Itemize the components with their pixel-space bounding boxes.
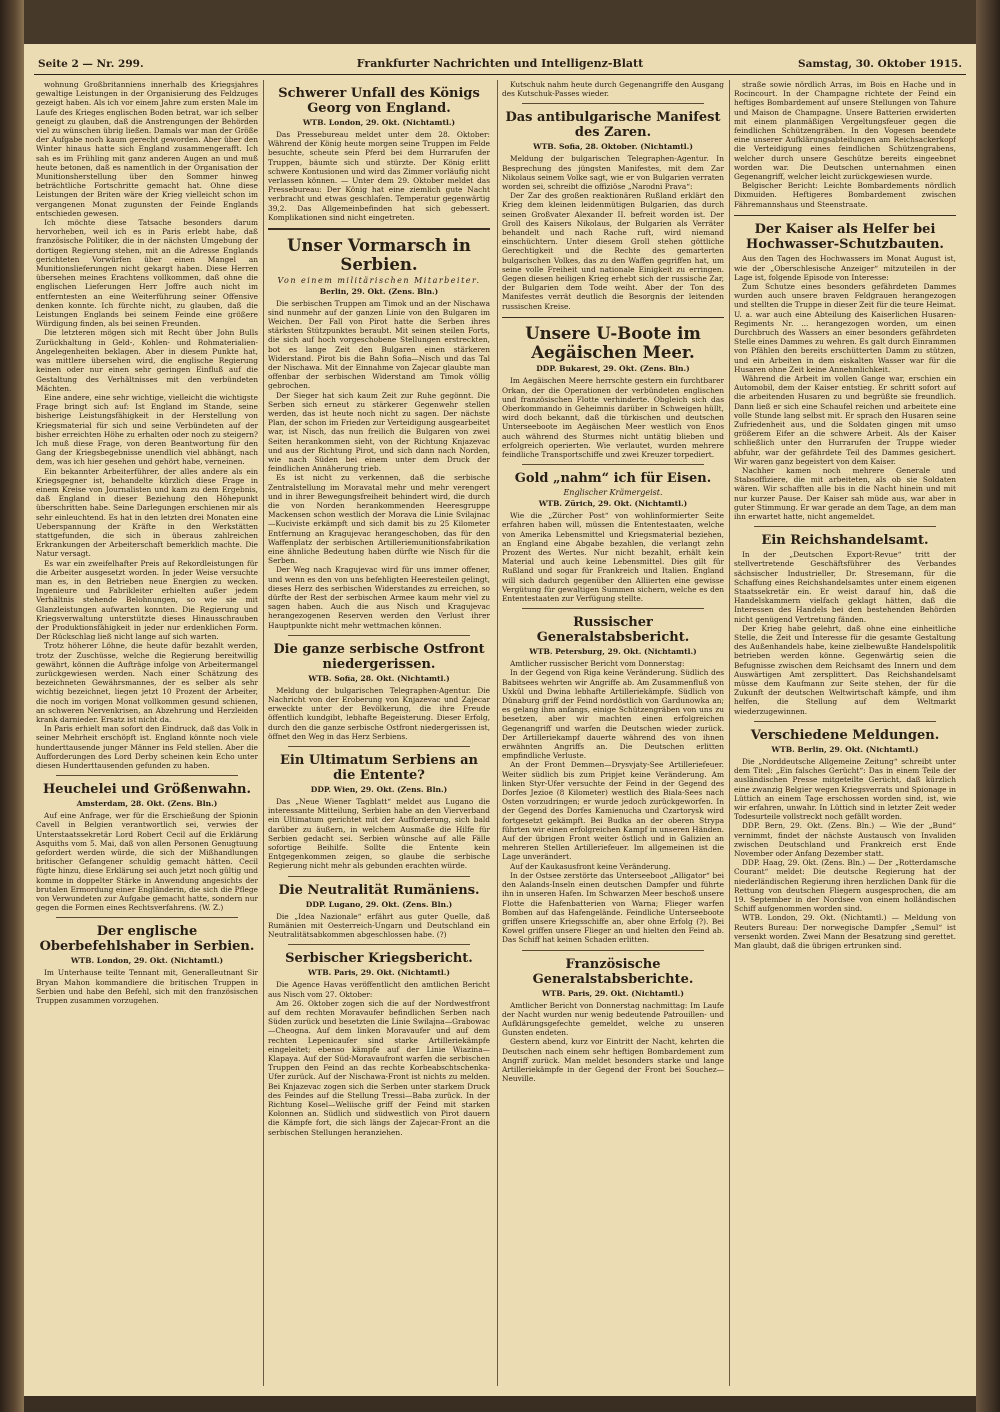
paragraph: Der Weg nach Kragujevac wird für uns immer offener, und wenn es den von uns befehligten Heeresteilen gelingt, dieses Herz des serbischen Widerstandes zu erreichen, so dürfte der Rest der serbischen Armee kaum mehr viel zu sagen haben. Auch die aus Nisch und Kragujevac herangezogenen Reserven werden den Verlust ihrer Hauptpunkte nicht mehr wettmachen können. — [268, 565, 490, 630]
article-separator — [56, 917, 238, 918]
article-separator — [754, 526, 936, 527]
article-headline: Schwerer Unfall des Königs Georg von England. — [278, 86, 480, 116]
article-separator — [288, 876, 470, 877]
article-headline: Ein Ultimatum Serbiens an die Entente? — [280, 753, 478, 784]
article-headline: Unser Vormarsch in Serbien. — [287, 235, 471, 274]
paragraph: In der Ostsee zerstörte das Unterseeboot „Alligator“ bei den Aalands-Inseln einen deutschen Dampfer und führte ihn in unseren Hafen. Im Schwarzen Meer beschoß unsere Flotte die Hafenbatterien von Warna; Flieger warfen Bomben auf das Hafengelände. Feindliche Unterseeboote griffen unsere Kriegsschiffe an, aber ohne Erfolg (?). Bei Kowel griffen unsere Flieger an und hielten den Feind ab. Das Schiff hat keinen Schaden erlitten. — [502, 870, 724, 945]
paragraph: Die „Idea Nazionale“ erfährt aus guter Quelle, daß Rumänien mit Oesterreich-Ungarn und Deutschland ein Neutralitätsabkommen abgeschlossen habe. (?) — [268, 911, 490, 940]
article-separator — [288, 746, 470, 747]
paragraph: Es ist nicht zu verkennen, daß die serbische Zentralstellung im Moravatal mehr und mehr verengert und in ihrer Bewegungsfreiheit behindert wird, die durch die von Norden herankommenden Heeresgruppe Mackensen schon westlich der Morava die Linie Svilajnac—Kuciviste erkämpft und sich damit bis zu 25 Kilometer Entfernung an Kragujevac herangeschoben, das für den Waffenplatz der serbischen Artilleriemunitionsfabrikation eine ähnliche Bedeutung haben dürfte wie Nisch für die Serben. — [268, 473, 490, 566]
column-4 — [734, 80, 956, 1386]
paragraph: Nachher kamen noch mehrere Generale und Stabsoffiziere, die mit arbeiteten, als ob sie Soldaten wären. Wir schafften alle bis in die Nacht hinein und mit nur kurzer Pause. Der Kaiser sah müde aus, war aber in guter Stimmung. Er war gerade an dem Tage, an dem man ihn erwartet hatte, nicht angemeldet. — [734, 466, 956, 522]
article-separator — [502, 317, 724, 319]
article-dateline: Berlin, 29. Okt. (Zens. Bln.) — [319, 286, 439, 296]
paragraph: An der Front Demmen—Drysvjaty-See Artilleriefeuer. Weiter südlich bis zum Pripjet keine Veränderung. Am linken Styr-Ufer versuchte der Feind in der Gegend des Dorfes Jezioe (8 Kilometer) westlich des Biala-Sees nach Osten vorzudringen; er wurde jedoch zurückgeworfen. In der Gegend des Dorfes Kamienucha und Czartorysk wird fortgesetzt gekämpft. Bei Budka an der oberen Strypa führten wir einen erfolgreichen Kampf in unseren Händen. Auf der übrigen Front weiter östlich und in Galizien an mehreren Stellen Artilleriefeuer. Im allgemeinen ist die Lage unverändert. — [502, 760, 724, 862]
paragraph: DDP. Haag, 29. Okt. (Zens. Bln.) — Der „Rotterdamsche Courant“ meldet: Die deutsche Regierung hat der niederländischen Regierung ihren herzlichen Dank für die Rettung von deutschen Fliegern ausgesprochen, die am 19. September in der Nordsee von einem holländischen Schiff aufgenommen worden sind. — [734, 858, 956, 914]
article-separator — [754, 721, 936, 722]
article-separator — [522, 464, 704, 465]
paragraph: In der „Deutschen Export-Revue“ tritt der stellvertretende Geschäftsführer des Verbandes sächsischer Industrieller, Dr. Stresemann, für die Schaffung eines Reichshandelsamtes unter einem eigenen Staatssekretär ein. Er weist darauf hin, daß die Handelskammern vielfach geklagt hätten, daß die Interessen des Handels bei den bestehenden Behörden nicht genügend Vertretung fänden. — [734, 550, 956, 624]
article-headline: Gold „nahm“ ich für Eisen. — [514, 471, 712, 487]
article-headline: Der englische Oberbefehlshaber in Serbien. — [39, 924, 255, 955]
article-separator — [734, 215, 956, 217]
column-3 — [502, 80, 724, 1386]
paragraph: Trotz höherer Löhne, die heute dafür bezahlt werden, trotz der Zuschüsse, welche die Regierung bereitwillig gewährt, können die Aufträge infolge von Arbeitermangel zurückgewiesen werden. Nach einer Schätzung des bezeichneten Gewährsmannes, der es selber als sehr wichtig bezeichnet, liegen jetzt 10 Prozent der Arbeiter, die noch im vorigen Monat vollkommen gesund schienen, an schweren Nervenkrisen, an Abzehrung und Herzleiden krank darnieder. Ersatz ist nicht da. — [36, 641, 258, 725]
article-separator — [288, 944, 470, 945]
article-separator — [522, 103, 704, 104]
paragraph: Die Agence Havas veröffentlicht den amtlichen Bericht aus Nisch vom 27. Oktober: — [268, 980, 490, 999]
paragraph: Ein bekannter Arbeiterführer, der alles andere als ein Kriegsgegner ist, behandelte kürzlich diese Frage in einem Kreise von Journalisten und kam zu dem Ergebnis, daß England in dieser Beziehung den Höhepunkt überschritten habe. Seine Darlegungen erschienen mir als sehr einleuchtend. Es hat in den letzten drei Monaten eine Ueberspannung der Kräfte in den Werkstätten stattgefunden, die sich in überaus zahlreichen Erkrankungen der Arbeiterschaft bemerklich machte. Die Natur versagt. — [36, 466, 258, 559]
paragraph: Auf der Kaukasusfront keine Veränderung. — [510, 861, 671, 871]
paragraph: Es war ein zweifelhafter Preis auf Rekordleistungen für die Arbeiter ausgesetzt worden. In jeder Weise versuchte man es, in den Betrieben neue Energien zu wecken. Ingenieure und Fabrikleiter erhielten außer jedem Verhältnis stehende Belohnungen, so wie sie mit Glanzleistungen aufwarten konnten. Die Regierung und Kriegsverwaltung unterstützte dieses Hinausschrauben der Produktionsfähigkeit in jeder nur erdenklichen Form. Der Rückschlag ließ nicht lange auf sich warten. — [36, 558, 258, 642]
article-dateline: WTB. Paris, 29. Okt. (Nichtamtl.) — [542, 988, 684, 998]
scan-top-border — [0, 0, 1000, 44]
article-dateline: WTB. London, 29. Okt. (Nichtamtl.) — [70, 956, 224, 966]
paragraph: Die „Norddeutsche Allgemeine Zeitung“ schreibt unter dem Titel: „Ein falsches Gerücht“: Das in einem Teile der ausländischen Presse mitgeteilte Gerücht, daß kürzlich eine zwanzig Belgier wegen Kriegsverrats und Spionage in Lüttich an einem Tage erschossen worden sind, ist, wie wir erfahren, unwahr. In Lüttich sind in letzter Zeit weder Todesurteile vollstreckt noch gefällt worden. — [734, 756, 956, 822]
article-headline: Unsere U-Boote im Aegäischen Meer. — [525, 324, 701, 363]
article-separator — [522, 950, 704, 951]
article-dateline: DDP. Wien, 29. Okt. (Zens. Bln.) — [310, 785, 448, 795]
paragraph: Amtlicher Bericht von Donnerstag nachmittag: Im Laufe der Nacht wurden nur wenig bedeutende Patrouillen- und Aufklärungsgefechte gemeldet, welche zu unseren Gunsten endeten. — [502, 1000, 724, 1038]
paragraph: Der Sieger hat sich kaum Zeit zur Ruhe gegönnt. Die Serben sich erneut zu stärkerer Gegenwehr stellen werden, das ist heute noch nicht zu sagen. Der nächste Plan, der schon im Frieden zur Verteidigung ausgearbeitet war, ist Nisch, das nun freilich die Bulgaren von zwei Seiten herankommen sieht, von der Richtung Knjazevac und aus der Richtung Pirot, und sich dann nach Norden, wie nach Süden bei einem unter dem Druck der feindlichen Annäherung trieb. — [268, 390, 490, 474]
paragraph: Ich möchte diese Tatsache besonders darum hervorheben, weil ich es in Paris erlebt habe, daß französische Politiker, die in der nächsten Umgebung der dortigen Regierung stehen, mit an die Adresse Englands gerichteten Vorwürfen über einen Mangel an Munitionslieferungen nicht gekargt haben. Diese Herren übersehen meines Erachtens vollkommen, daß ohne die englischen Lieferungen Herr Joffre auch nicht im entferntesten an eine Weiterführung seiner Offensive denken konnte. Ich fürchte nicht, zu glauben, daß die Leistungen Englands bei seinem Feinde eine größere Würdigung finden, als bei seinen Freunden. — [36, 218, 258, 329]
article-headline: Russischer Generalstabsbericht. — [536, 615, 690, 646]
article-dateline: WTB. Petersburg, 29. Okt. (Nichtamtl.) — [529, 647, 697, 657]
paragraph: Meldung der bulgarischen Telegraphen-Agentur. In Besprechung des jüngsten Manifestes, mit dem Zar Nikolaus seinem Volke sagt, wie er von Bulgarien verraten worden sei, schreibt die offiziöse „Narodni Prava“: — [502, 154, 724, 192]
paragraph: Meldung der bulgarischen Telegraphen-Agentur. Die Nachricht von der Eroberung von Knjazevac und Zajecar erweckte unter der Bevölkerung, die ihre Freude öffentlich kundgibt, lebhafte Begeisterung. Dieser Erfolg, durch den die ganze serbische Ostfront niedergerissen ist, öffnet den Weg in das Herz Serbiens. — [268, 685, 490, 741]
column-2 — [268, 80, 490, 1386]
paragraph: WTB. London, 29. Okt. (Nichtamtl.) — Meldung von Reuters Bureau: Der norwegische Dampfer „Semul“ ist versenkt worden. Zwei Mann der Besatzung sind gerettet. Man glaubt, daß die übrigen ertrunken sind. — [734, 913, 956, 950]
masthead: Frankfurter Nachrichten und Intelligenz-Blatt — [356, 57, 644, 70]
article-dateline: Amsterdam, 28. Okt. (Zens. Bln.) — [76, 799, 218, 809]
paragraph: Wie die „Zürcher Post“ von wohlinformierter Seite erfahren haben will, müssen die Ententestaaten, welche von Amerika Lebensmittel und Kriegsmaterial beziehen, an England eine Abgabe bezahlen, die verlangt zehn Prozent des Wertes. Nur nicht bezahlt, erhält kein Material und auch keine Lebensmittel. Dies gilt für Rußland und sogar für Frankreich und Italien. England will sich dadurch gegenüber den Alliierten eine gewisse Vergütung für gewaltigen Summen sichern, welche es den Ententestaaten zur Verfügung stellte. — [502, 511, 724, 604]
paragraph: Zum Schutze eines besonders gefährdeten Dammes wurden auch unsere braven Feldgrauen herangezogen und stellten die Truppe in dieser Zeit für die teure Heimat. U. a. war auch eine Abteilung des Kaiserlichen Husaren-Regiments Nr. ... herangezogen worden, um einen Durchbruch des Wassers an einer besonders gefährdeten Stelle eines Dammes zu wehren. Es galt durch Einrammen von Pfählen den bereits erschütterten Damm zu stützen, und ein Arbeiten in dem eiskalten Wasser war für die Husaren ohne Zeit keine Annehmlichkeit. — [734, 281, 956, 374]
column-rule — [263, 80, 264, 1386]
paragraph: In der Gegend von Riga keine Veränderung. Südlich des Babitsees wehrten wir Angriffe ab. Am Zusammenfluß von Uxkül und Dwina lebhafte Artilleriekämpfe. Südlich von Dünaburg griff der Feind nordöstlich von Gardunowka an; es gelang ihm anfangs, einige Schützengräben von uns zu besetzen, aber wir machten einen erfolgreichen Gegenangriff und warfen die Deutschen wieder zurück. Der Artilleriekampf dauerte während des von ihnen erwähnten Angriffs an. Die Deutschen erlitten empfindliche Verluste. — [502, 668, 724, 761]
paragraph: Die serbischen Truppen am Timok und an der Nischawa sind nunmehr auf der ganzen Linie von den Bulgaren im Weichen. Der Fall von Pirot hatte die Serben ihres stärksten Stützpunktes beraubt. Mit seinen steilen Forts, die sich auf hoch vorgeschobene Stellungen erstreckten, bot es lange Zeit den Bulgaren einen stärkeren Widerstand. Pirot bis die Bahn Sofia—Nisch und das Tal der Nischawa. Mit der Einnahme von Zajecar glaubte man offenbar der serbischen Widerstand am Timok völlig gebrochen. — [268, 298, 490, 391]
paragraph: Im Aegäischen Meere herrschte gestern ein furchtbarer Orkan, der die Operationen der verbündeten englischen und französischen Flotte verhinderte. Obgleich sich das Oberkommando in Geheimnis darüber in Schweigen hüllt, wird doch bekannt, daß die türkischen und deutschen Unterseeboote im Aegäischen Meer westlich von Enos auch während des Sturmes nicht untätig blieben und erfolgreich operierten. Wie verlautet, wurden mehrere feindliche Transportschiffe und zwei Kreuzer torpediert. — [502, 376, 724, 459]
paragraph: Gestern abend, kurz vor Eintritt der Nacht, kehrten die Deutschen nach einem sehr heftigen Bombardement zum Angriff zurück. Man meldet besonders starke und lange Artilleriekämpfe in der Gegend der Front bei Souchez—Neuville. — [502, 1037, 724, 1084]
article-dateline: WTB. Berlin, 29. Okt. (Nichtamtl.) — [771, 744, 919, 754]
paragraph: Der Zar des großen reaktionären Rußland erklärt den Krieg dem kleinen leidenmütigen Bulgarien, das durch seinen Großvater Alexander II. befreit worden ist. Der Groll des Kaisers Nikolaus, der Bulgarien als Verräter behandelt und nach Rache ruft, wird niemand einschüchtern. Unter diesem Groll stehen göttliche Gerechtigkeit und die Rechte des gemarterten bulgarischen Volkes, das zu den Waffen gegriffen hat, um seine volle Freiheit und nationale Einigkeit zu erringen. Gegen diesen heiligen Krieg erhebt sich der russische Zar, der Bulgarien dem Tode weiht. Aber der Ton des Manifestes verrät deutlich die Besorgnis der leitenden russischen Kreise. — [502, 191, 724, 311]
page-header — [34, 56, 966, 75]
article-dateline: WTB. Sofia, 28. Okt. (Nichtamtl.) — [308, 673, 450, 683]
article-dateline: WTB. Paris, 29. Okt. (Nichtamtl.) — [308, 968, 450, 978]
article-headline: Heuchelei und Größenwahn. — [42, 782, 252, 798]
scan-right-border — [976, 0, 1000, 1412]
article-dateline: DDP. Lugano, 29. Okt. (Zens. Bln.) — [305, 899, 453, 909]
article-subtitle: Englischer Krämergeist. — [563, 488, 663, 498]
paragraph: Das Pressebureau meldet unter dem 28. Oktober: Während der König heute morgen seine Truppen im Felde besuchte, scheute sein Pferd bei dem Hurrarufen der Truppen, bäumte sich und stürzte. Der König erlitt schwere Kontusionen und wird das Zimmer vorläufig nicht verlassen können. — Unter dem 29. Oktober meldet das Pressebureau: Der König hat eine ziemlich gute Nacht verbracht und etwas geschlafen. Temperatur gegenwärtig 39,2. Das Allgemeinbefinden hat sich gebessert. Komplikationen sind nicht eingetreten. — [268, 130, 490, 222]
article-headline: Der Kaiser als Helfer bei Hochwasser-Schutzbauten. — [746, 222, 944, 253]
paragraph: straße sowie nördlich Arras, im Bois en Hache und in Rocincourt. In der Champagne richtete der Feind ein heftiges Bombardement auf unsere Stellungen von Tahure und Maison de Champagne. Unsere Batterien erwiderten mit einem planmäßigen Vergeltungsfeuer gegen die feindlichen Schützengräben. In den Vogesen beendete eine unserer Aufklärungsabteilungen am Reichsackerkopf die Verteidigung eines feindlichen Schützengrabens, welcher durch unsere Geschütze bereits eingeebnet worden war. Die Deutschen unternahmen einen Gegenangriff, welcher leicht zurückgewiesen wurde. — [734, 80, 956, 182]
newspaper-page — [24, 44, 976, 1396]
paragraph: Kutschuk nahm heute durch Gegenangriffe den Ausgang des Kutschuk-Passes wieder. — [502, 80, 724, 99]
book-binding-edge — [0, 0, 24, 1412]
article-headline: Die ganze serbische Ostfront niedergerissen. — [273, 641, 485, 672]
paragraph: Im Unterhause teilte Tennant mit, Generalleutnant Sir Bryan Mahon kommandiere die britischen Truppen in Serbien und habe den Befehl, sich mit den französischen Truppen zusammen vorzugehen. — [36, 968, 258, 1006]
article-headline: Die Neutralität Rumäniens. — [278, 882, 480, 898]
paragraph: Der Krieg habe gelehrt, daß ohne eine einheitliche Stelle, die Zeit und Interesse für die gesamte Gestaltung des Außenhandels habe, keine zielbewußte Handelspolitik betrieben werden könne. Gegenwärtig seien die Befugnisse zwischen dem Reichsamt des Innern und dem Auswärtigen Amt zersplittert. Das Reichshandelsamt müsse dem Kaufmann zur Seite stehen, der für die Zukunft der deutschen Weltwirtschaft kämpfe, und ihm helfen, die Stellung auf dem Weltmarkt wiederzugewinnen. — [734, 623, 956, 716]
article-dateline: WTB. Zürich, 29. Okt. (Nichtamtl.) — [538, 499, 688, 509]
paragraph: Auf eine Anfrage, wer für die Erschießung der Spionin Cavell in Belgien verantwortlich sei, verwies der Unterstaatssekretär Lord Robert Cecil auf die Erklärung Asquiths vom 5. Mai, daß von allen Personen Genugtuung gefordert werden würde, die sich der Mißhandlungen britischer Gefangener schuldig gemacht hätten. Cecil fügte hinzu, diese Erklärung sei auch jetzt noch gültig und komme in doppelter Stärke in Anwendung angesichts der brutalen Ermordung einer Engländerin, die sich die Pflege von Verwundeten zur Aufgabe gemacht hatte, sondern nur gegen die Formen eines Rechtsverfahrens. (W. Z.) — [36, 811, 258, 913]
paragraph: DDP. Bern, 29. Okt. (Zens. Bln.) — Wie der „Bund“ vernimmt, findet der nächste Austausch von Invaliden zwischen Deutschland und Frankreich erst Ende November oder Anfang Dezember statt. — [734, 821, 956, 858]
article-headline: Verschiedene Meldungen. — [750, 727, 940, 743]
paragraph: wohnung Großbritanniens innerhalb des Kriegsjahres gewaltige Leistungen in der Organisierung des Feldzuges gezeigt haben. Als ich vor einem Jahre zum ersten Male im Laufe des Krieges englischen Boden betrat, war ich selber geneigt zu glauben, daß die Anstrengungen der Behörden viel zu wünschen übrig ließen. Damals war man der Größe der Aufgabe noch kaum gerecht geworden. Aber über den Winter hinaus hatte sich England zusammengerafft. Ich sah es im Frühling mit ganz anderen Augen an und muß heute betonen, daß es namentlich in der Organisation der Munitionsherstellung über den Sommer hinweg beträchtliche Fortschritte gemacht hat. Ohne diese Leistungen der Briten wäre der Krieg vielleicht schon im vergangenen Monat zugunsten der Feinde Englands entschieden gewesen. — [36, 80, 258, 218]
paragraph: Am 26. Oktober zogen sich die auf der Nordwestfront auf dem rechten Moravaufer befindlichen Serben nach Süden zurück und besetzten die Linie Swilajna—Grabowac—Cheogna. Auf dem linken Moravaufer und auf dem rechten Lepenicaufer sind starke Artilleriekämpfe eingeleitet; ebenso kämpfe auf der Linie Wiazina—Klapaya. Auf der Süd-Moravaufront warfen die serbischen Truppen den Feind an das rechte Korbeabschtschenka-Ufer zurück. Auf der Nischawa-Front ist nichts zu melden. Bei Knjazevac zogen sich die Serben unter starkem Druck des Feindes auf die Stellung Tressi—Baba zurück. In der Richtung Kosel—Weliische griff der Feind mit starken Kolonnen an. Südlich und südwestlich von Pirot dauern die Kämpfe fort, die sich längs der Zajecar-Front an die serbischen Stellungen heranziehen. — [268, 998, 490, 1137]
paragraph: Während die Arbeit im vollen Gange war, erschien ein Automobil, dem der Kaiser entstieg. Er schritt sofort auf die arbeitenden Husaren zu und begrüßte sie freundlich. Dann ließ er sich eine Schaufel reichen und arbeitete eine volle Stunde lang selbst mit. Er sprach den Husaren seine Zufriedenheit aus, und die Soldaten gingen mit umso größerem Eifer an die schwere Arbeit. Als der Kaiser schließlich unter den Hurrarufen der Truppe wieder abfuhr, war der gefährdete Teil des Dammes gesichert. Wir waren ganz begeistert von dem Kaiser. — [734, 373, 956, 466]
paragraph: Die letzteren mögen sich mit Recht über John Bulls Zurückhaltung in Geld-, Kohlen- und Rohmaterialien-Angelegenheiten beklagen. Aber in diesem Punkte hat, was mittlere übersehen wird, die englische Regierung keinen oder nur einen sehr geringen Einfluß auf die Gestaltung des Verhältnisses mit den verbündeten Mächten. — [36, 328, 258, 393]
article-separator — [268, 228, 490, 230]
column-rule — [729, 80, 730, 1386]
article-subtitle: Von einem militärischen Mitarbeiter. — [277, 275, 481, 285]
article-dateline: WTB. London, 29. Okt. (Nichtamtl.) — [302, 118, 456, 127]
paragraph: Das „Neue Wiener Tagblatt“ meldet aus Lugano die interessante Mitteilung, Serbien habe an den Vierverband ein Ultimatum gerichtet mit der Aufforderung, sich bald darüber zu äußern, in welchem Ausmaße die Hilfe für Serbien gedacht sei. Serbien wünsche auf alle Fälle sofortige Beihilfe. Sollte die Entente kein Entgegenkommen zeigen, so glaube die serbische Regierung nicht mehr als gebunden erachten würde. — [268, 797, 490, 871]
article-dateline: DDP. Bukarest, 29. Okt. (Zens. Bln.) — [536, 364, 690, 374]
column-rule — [497, 80, 498, 1386]
article-separator — [522, 608, 704, 609]
paragraph: In Paris erhielt man sofort den Eindruck, daß das Volk in seiner Mehrheit erschöpft ist. England könnte noch viele hunderttausende junger Männer ins Feld stellen. Aber die Aufforderungen des Lord Derby scheinen kein Echo unter diesen Hunderttausenden gefunden zu haben. — [36, 724, 258, 771]
paragraph: Aus den Tagen des Hochwassers im Monat August ist, wie der „Oberschlesische Anzeiger“ mitzuteilen in der Lage ist, folgende Episode von Interesse: — [734, 254, 956, 282]
article-headline: Serbischer Kriegsbericht. — [285, 951, 473, 967]
article-separator — [288, 635, 470, 636]
article-headline: Das antibulgarische Manifest des Zaren. — [505, 110, 721, 141]
paragraph: Belgischer Bericht: Leichte Bombardements nördlich Dixmuiden. Heftigeres Bombardement zwischen Fähremannshaus und Steenstraate. — [734, 181, 956, 209]
article-headline: Französische Generalstabsberichte. — [532, 956, 694, 987]
article-separator — [56, 775, 238, 776]
page-label: Seite 2 — Nr. 299. — [38, 58, 144, 70]
column-1 — [36, 80, 258, 1386]
article-dateline: WTB. Sofia, 28. Oktober. (Nichtamtl.) — [533, 142, 693, 152]
paragraph: Amtlicher russischer Bericht vom Donnerstag: — [510, 659, 685, 669]
paragraph: Eine andere, eine sehr wichtige, vielleicht die wichtigste Frage bringt sich auf: Ist England im Stande, seine bisherige Leistungsfähigkeit in der Herstellung von Kriegsmaterial für sich und seine Verbündeten auf der bisher erreichten Höhe zu erhalten oder noch zu steigern? Ich muß diese Frage, von deren Beantwortung für den Gang der Kriegsbegebnisse unendlich viel abhängt, nach dem, was ich hier gesehen und gehört habe, verneinen. — [36, 392, 258, 467]
issue-date: Samstag, 30. Oktober 1915. — [797, 58, 962, 70]
article-headline: Ein Reichshandelsamt. — [761, 533, 929, 549]
